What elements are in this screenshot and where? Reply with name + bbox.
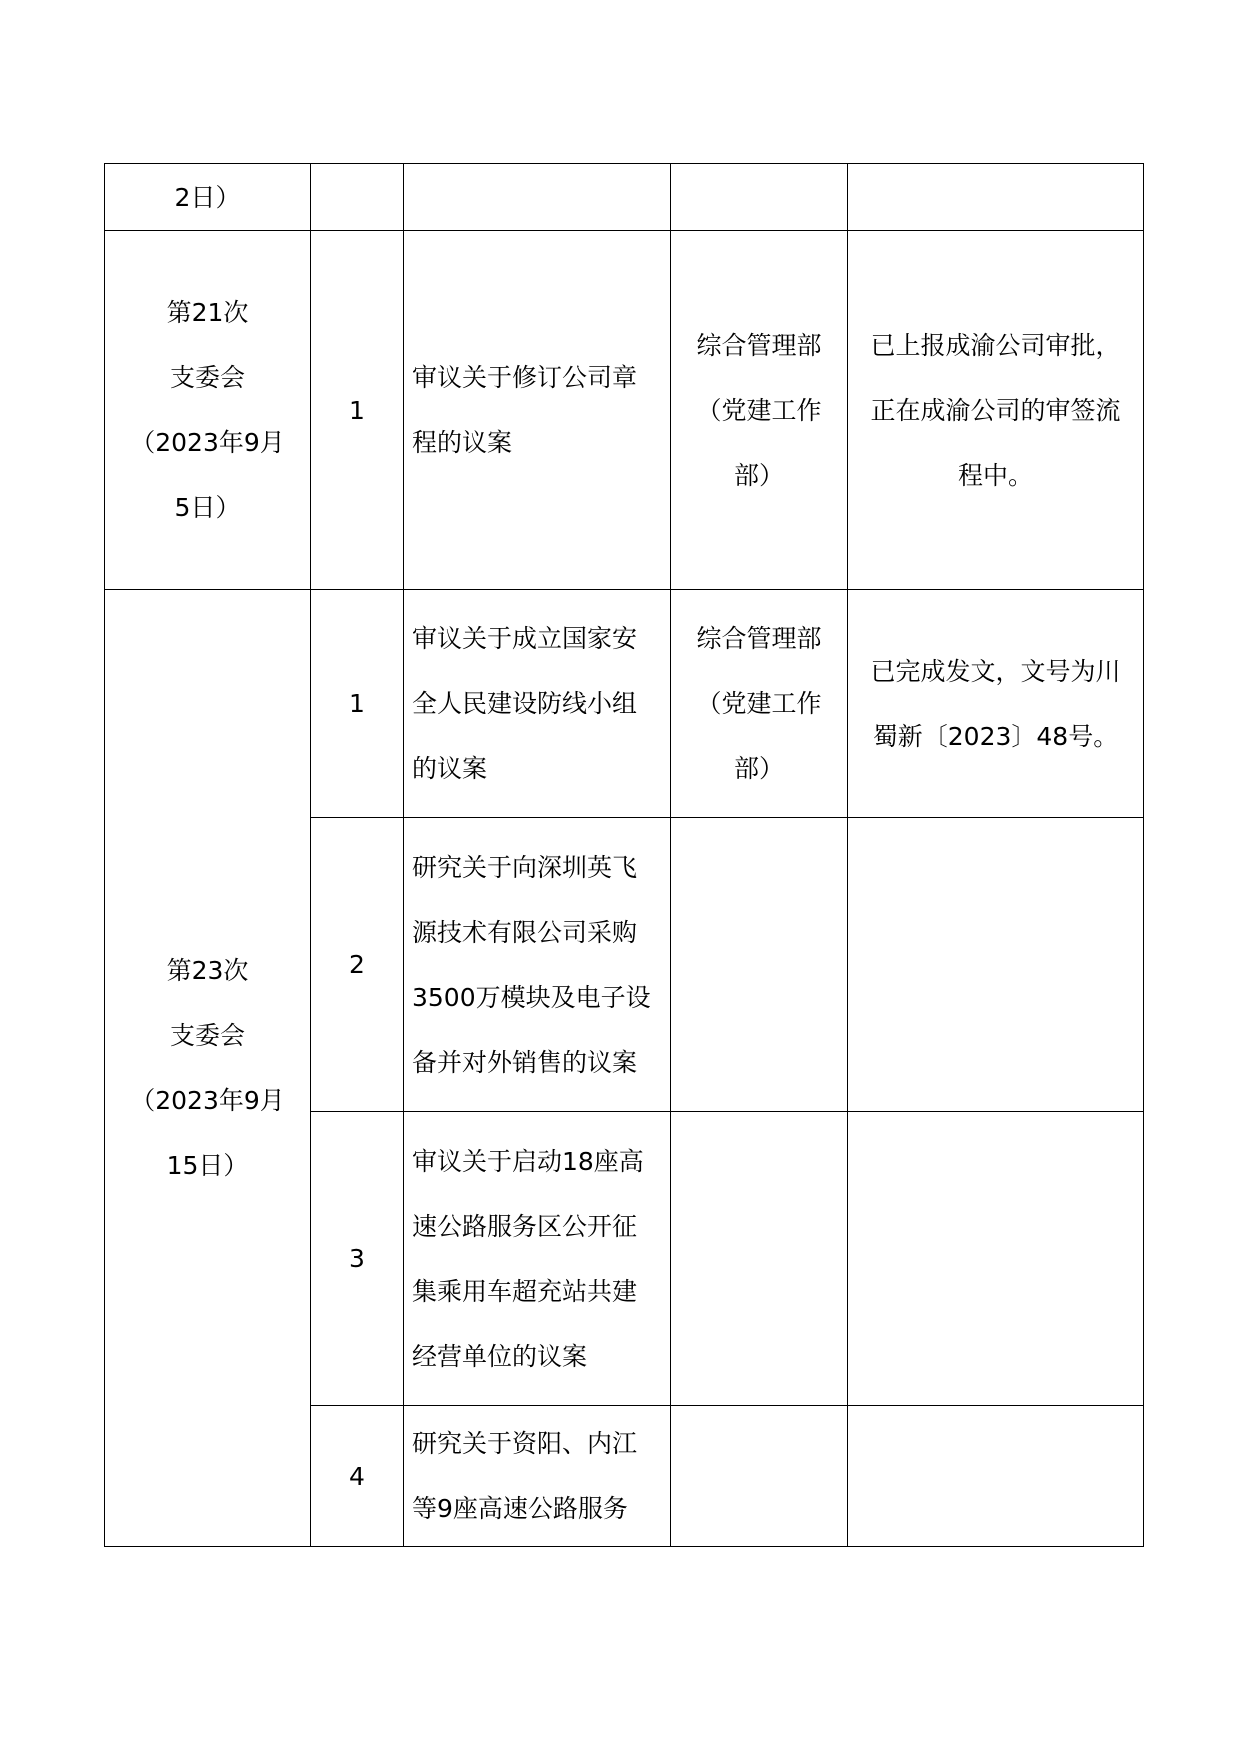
meeting-line: （2023年9月 — [130, 1086, 285, 1115]
dept-cell — [671, 590, 848, 818]
seq-cell: 4 — [311, 1406, 404, 1547]
meeting-line: 支委会 — [169, 363, 245, 392]
status-line: 正在成渝公司的审签流 — [870, 395, 1121, 425]
topic-line: 审议关于启动18座高 — [412, 1146, 644, 1176]
status-line: 已上报成渝公司审批， — [870, 330, 1121, 360]
topic-line: 程的议案 — [412, 428, 513, 457]
dept-cell — [671, 818, 848, 1112]
topic-line: 源技术有限公司采购 — [412, 917, 638, 947]
topic-line: 3500万模块及电子设 — [412, 982, 651, 1012]
status-cell — [848, 1406, 1144, 1547]
dept-line: 综合管理部 — [696, 624, 822, 653]
seq-cell: 2 — [311, 818, 404, 1112]
topic-line: 审议关于成立国家安 — [412, 624, 638, 653]
dept-line: 综合管理部 — [696, 330, 822, 360]
dept-line: 部） — [733, 754, 784, 783]
topic-line: 研究关于资阳、内江 — [412, 1429, 638, 1458]
meeting-cell — [105, 231, 311, 590]
table-row — [105, 590, 1144, 818]
meeting-resolutions-table — [104, 163, 1144, 1547]
dept-line: 部） — [733, 460, 784, 490]
dept-cell — [671, 164, 848, 231]
dept-line: （党建工作 — [696, 395, 822, 425]
topic-cell — [404, 818, 671, 1112]
meeting-line: 5日） — [174, 493, 241, 522]
dept-cell — [671, 1406, 848, 1547]
topic-cell — [404, 164, 671, 231]
meeting-line: 第23次 — [166, 956, 249, 985]
status-cell — [848, 590, 1144, 818]
dept-cell — [671, 231, 848, 590]
seq-cell: 3 — [311, 1112, 404, 1406]
seq-cell: 1 — [311, 231, 404, 590]
topic-cell — [404, 590, 671, 818]
topic-line: 速公路服务区公开征 — [412, 1211, 638, 1241]
table-row — [105, 164, 1144, 231]
topic-line: 经营单位的议案 — [412, 1341, 588, 1371]
table-row — [105, 231, 1144, 590]
topic-cell — [404, 1406, 671, 1547]
status-cell — [848, 164, 1144, 231]
meeting-line: （2023年9月 — [130, 428, 285, 457]
topic-line: 研究关于向深圳英飞 — [412, 852, 638, 882]
topic-cell — [404, 1112, 671, 1406]
seq-cell: 1 — [311, 590, 404, 818]
meeting-line: 2日） — [174, 182, 241, 212]
topic-cell — [404, 231, 671, 590]
status-line: 程中。 — [957, 460, 1033, 490]
meeting-line: 第21次 — [166, 298, 249, 327]
topic-line: 集乘用车超充站共建 — [412, 1276, 638, 1306]
seq-cell — [311, 164, 404, 231]
topic-line: 审议关于修订公司章 — [412, 363, 638, 392]
topic-line: 的议案 — [412, 754, 488, 783]
meeting-cell — [105, 164, 311, 231]
status-cell — [848, 231, 1144, 590]
status-cell — [848, 818, 1144, 1112]
meeting-line: 支委会 — [169, 1021, 245, 1050]
topic-line: 备并对外销售的议案 — [412, 1047, 638, 1077]
meeting-line: 15日） — [166, 1151, 249, 1180]
topic-line: 等9座高速公路服务 — [412, 1494, 628, 1523]
topic-line: 全人民建设防线小组 — [412, 689, 638, 718]
status-line: 蜀新〔2023〕48号。 — [872, 721, 1119, 751]
meeting-cell — [105, 590, 311, 1547]
status-line: 已完成发文，文号为川 — [870, 656, 1121, 686]
dept-cell — [671, 1112, 848, 1406]
status-cell — [848, 1112, 1144, 1406]
dept-line: （党建工作 — [696, 689, 822, 718]
